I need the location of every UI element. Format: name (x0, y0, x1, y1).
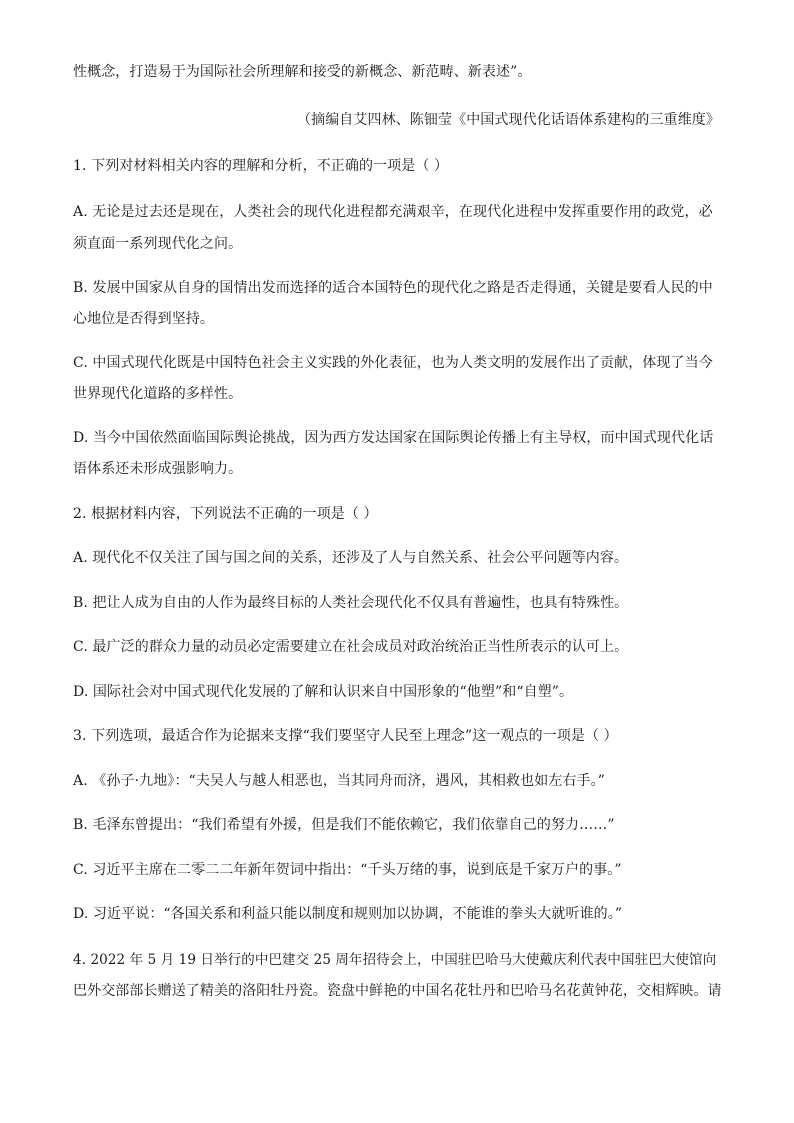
question-4-line-2: 巴外交部部长赠送了精美的洛阳牡丹瓷。瓷盘中鲜艳的中国名花牡丹和巴哈马名花黄钟花，交相辉映。请 (73, 983, 722, 999)
option-2b: B. 把让人成为自由的人作为最终目标的人类社会现代化不仅具有普遍性，也具有特殊性。 (73, 595, 629, 611)
question-2-stem: 2. 根据材料内容，下列说法不正确的一项是（ ） (73, 506, 378, 522)
option-3b: B. 毛泽东曾提出：“我们希望有外援，但是我们不能依赖它，我们依靠自己的努力……” (73, 817, 615, 833)
option-1d-line-1: D. 当今中国依然面临国际舆论挑战，因为西方发达国家在国际舆论传播上有主导权，而中国式现代化话 (73, 430, 714, 446)
option-3c: C. 习近平主席在二零二二年新年贺词中指出：“千头万绪的事，说到底是千家万户的事。” (73, 862, 622, 878)
option-1c-line-1: C. 中国式现代化既是中国特色社会主义实践的外化表征，也为人类文明的发展作出了贡献，体现了当今 (73, 355, 713, 371)
option-1d-line-2: 语体系还未形成强影响力。 (73, 461, 243, 477)
option-1a-line-1: A. 无论是过去还是现在，人类社会的现代化进程都充满艰辛，在现代化进程中发挥重要作用的政党，必 (73, 204, 713, 220)
question-3-stem: 3. 下列选项，最适合作为论据来支撑“我们要坚守人民至上理念”这一观点的一项是（ ） (73, 728, 618, 744)
option-3d: D. 习近平说：“各国关系和利益只能以制度和规则加以协调，不能谁的拳头大就听谁的。” (73, 906, 623, 922)
option-3a: A. 《孙子·九地》：“夫吴人与越人相恶也，当其同舟而济，遇风，其相救也如左右手。” (73, 773, 605, 789)
text-line: 性概念，打造易于为国际社会所理解和接受的新概念、新范畴、新表述”。 (73, 64, 532, 80)
option-1b-line-1: B. 发展中国家从自身的国情出发而选择的适合本国特色的现代化之路是否走得通，关键是要看人民的中 (73, 280, 713, 296)
option-1b-line-2: 心地位是否得到坚持。 (73, 311, 214, 327)
option-1c-line-2: 世界现代化道路的多样性。 (73, 386, 243, 402)
question-4-line-1: 4. 2022 年 5 月 19 日举行的中巴建交 25 周年招待会上，中国驻巴哈马大使戴庆利代表中国驻巴大使馆向 (73, 952, 717, 968)
question-1-stem: 1. 下列对材料相关内容的理解和分析，不正确的一项是（ ） (73, 158, 449, 174)
option-2c: C. 最广泛的群众力量的动员必定需要建立在社会成员对政治统治正当性所表示的认可上。 (73, 639, 629, 655)
option-2d: D. 国际社会对中国式现代化发展的了解和认识来自中国形象的“他塑”和“自塑”。 (73, 684, 574, 700)
option-1a-line-2: 须直面一系列现代化之问。 (73, 236, 243, 252)
option-2a: A. 现代化不仅关注了国与国之间的关系，还涉及了人与自然关系、社会公平问题等内容。 (73, 550, 629, 566)
source-citation: （摘编自艾四林、陈钿莹《中国式现代化话语体系建构的三重维度》 (297, 112, 720, 128)
